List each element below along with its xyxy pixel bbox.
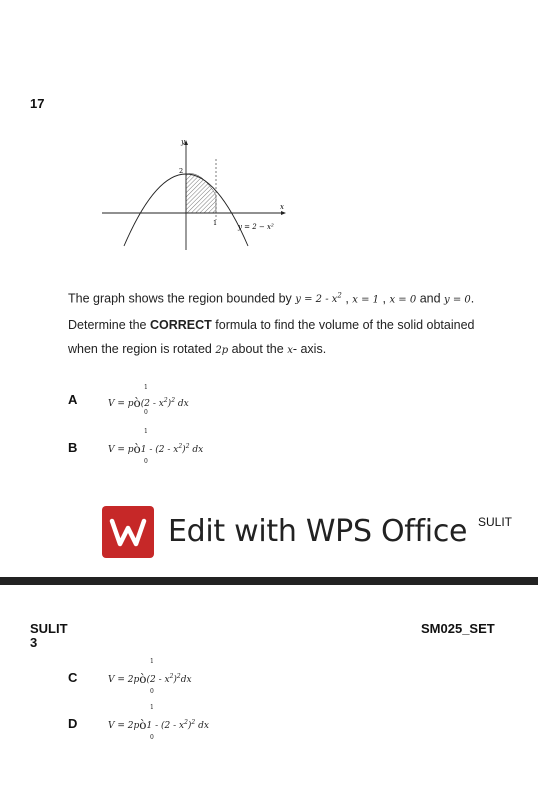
option-a-letter: A: [68, 392, 78, 407]
option-c-formula[interactable]: 1 V = 2pò(2 - $x^2)^2dx$ 0: [108, 658, 192, 695]
shaded-region: [186, 174, 216, 214]
y-axis-label: y: [181, 138, 185, 146]
option-d-letter: D: [68, 716, 78, 731]
wps-logo-icon: [102, 506, 154, 558]
option-d-formula[interactable]: 1 V = 2pò1 - $(2 - x^2)^2$ dx 0: [108, 704, 209, 741]
y-tick-2: 2: [179, 167, 184, 175]
wps-watermark[interactable]: [102, 506, 482, 558]
question-stem: The graph shows the region bounded by $y = 2 - x^2$ , x = 1 , x = 0 and y = 0. Determine the CORRECT formula to find the volume of the solid obtained when the region is rotated 2p about the x- axis.: [68, 291, 475, 357]
option-b-letter: B: [68, 440, 78, 455]
wps-text: Edit with WPS Office: [168, 514, 468, 549]
set-code: SM025_SET: [421, 621, 495, 636]
option-b-formula[interactable]: 1 V = pò1 - $(2 - x^2)^2$ dx 0: [108, 428, 204, 465]
sulit-label-bottom: SULIT: [30, 621, 68, 636]
page-lower: [0, 585, 538, 785]
option-a-formula[interactable]: 1 V = pò(2 - $x^2)^2$ dx 0: [108, 384, 189, 416]
page-number: 3: [30, 635, 38, 650]
curve-label: y = 2 − x²: [238, 223, 274, 231]
option-c-letter: C: [68, 670, 78, 685]
region-graph: [98, 132, 298, 254]
x-tick-1: 1: [213, 219, 218, 227]
question-number: 17: [30, 96, 45, 111]
eq-y: $y = 2 - x^2$: [295, 292, 342, 306]
page-divider: [0, 577, 538, 585]
x-axis-label: x: [280, 203, 284, 211]
sulit-label-top: SULIT: [478, 515, 513, 529]
